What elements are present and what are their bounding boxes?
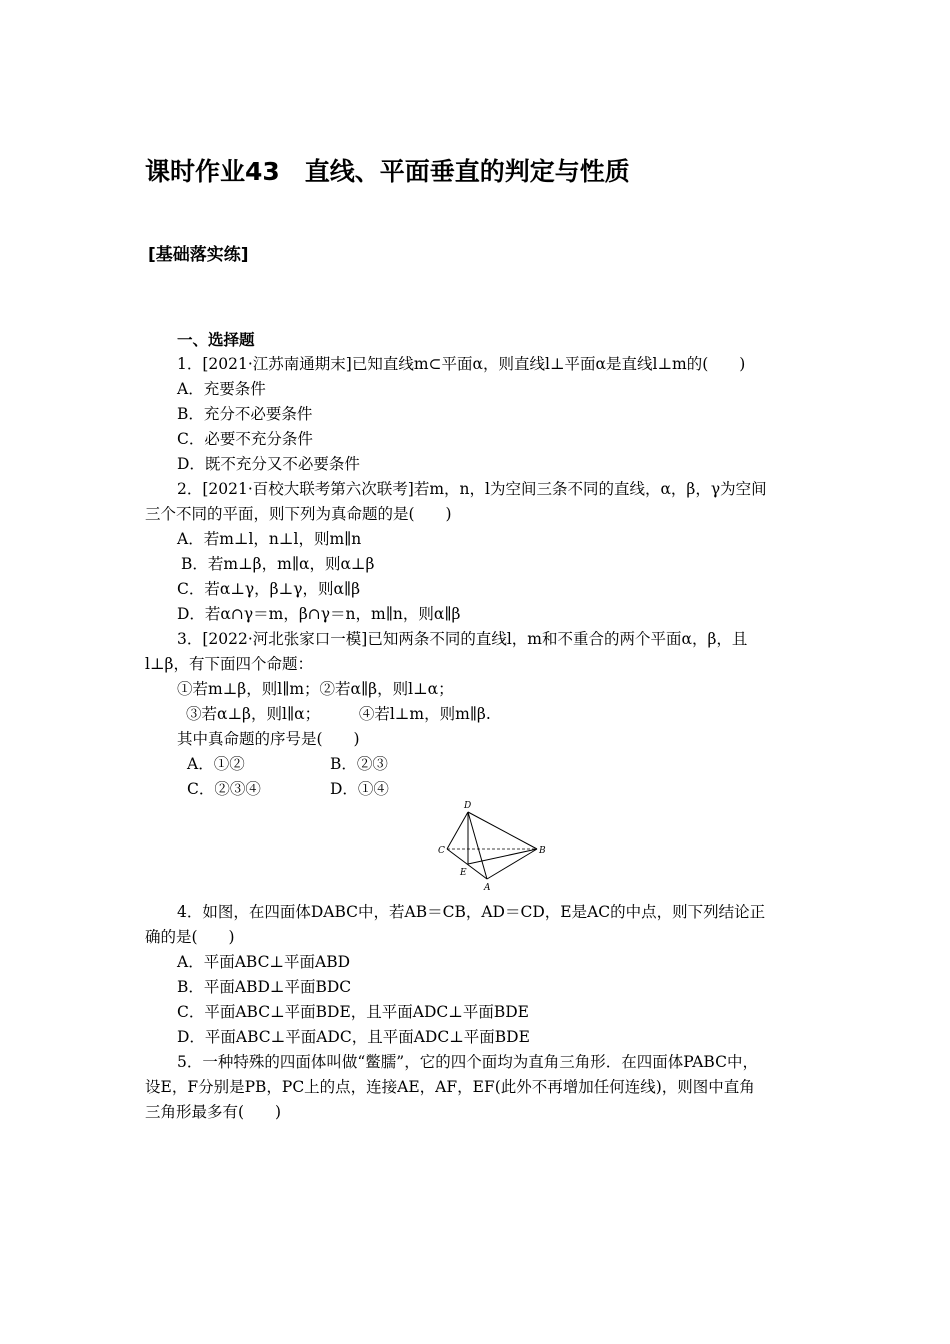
label-a: A <box>484 883 491 893</box>
edge-ca <box>447 849 487 879</box>
q3-stem-line2: l⊥β，有下面四个命题： <box>145 655 313 673</box>
q3-option-a: A．①② <box>187 755 245 773</box>
q4-stem-line2: 确的是( ) <box>145 928 235 946</box>
edge-eb <box>468 849 537 864</box>
q2-option-b: B．若m⊥β，m∥α，则α⊥β <box>181 555 375 573</box>
q2-option-a: A．若m⊥l，n⊥l，则m∥n <box>177 530 362 548</box>
q4-option-a: A．平面ABC⊥平面ABD <box>177 953 351 971</box>
q3-prop-line2: ③若α⊥β，则l∥α； ④若l⊥m，则m∥β. <box>186 705 491 723</box>
q3-ask: 其中真命题的序号是( ) <box>177 730 360 748</box>
label-d: D <box>464 801 472 811</box>
q5-line2: 设E，F分别是PB，PC上的点，连接AE，AF，EF(此外不再增加任何连线)，则图中直角 <box>145 1078 755 1096</box>
label-e: E <box>460 868 467 878</box>
q3-option-c: C．②③④ <box>187 780 261 798</box>
q5-line1: 5．一种特殊的四面体叫做“鳖臑”，它的四个面均为直角三角形．在四面体PABC中， <box>177 1053 758 1071</box>
edge-da <box>468 812 487 879</box>
q2-stem-line1: 2．[2021·百校大联考第六次联考]若m，n，l为空间三条不同的直线，α，β，γ为空间 <box>177 480 767 498</box>
q1-option-d: D．既不充分又不必要条件 <box>177 455 360 473</box>
label-b: B <box>539 846 546 856</box>
part-heading: 一、选择题 <box>177 331 255 349</box>
q4-option-b: B．平面ABD⊥平面BDC <box>177 978 352 996</box>
edge-db <box>468 812 537 849</box>
label-c: C <box>438 846 445 856</box>
page-title: 课时作业43 直线、平面垂直的判定与性质 <box>145 157 630 186</box>
q2-option-c: C．若α⊥γ，β⊥γ，则α∥β <box>177 580 361 598</box>
section-tag: [基础落实练] <box>148 245 249 265</box>
q3-prop-line1: ①若m⊥β，则l∥m；②若α∥β，则l⊥α； <box>177 680 454 698</box>
q3-stem-line1: 3．[2022·河北张家口一模]已知两条不同的直线l，m和不重合的两个平面α，β，且 <box>177 630 748 648</box>
q1-stem: 1．[2021·江苏南通期末]已知直线m⊂平面α，则直线l⊥平面α是直线l⊥m的( ) <box>177 355 746 373</box>
q1-option-c: C．必要不充分条件 <box>177 430 313 448</box>
q3-option-b: B．②③ <box>330 755 388 773</box>
q4-stem-line1: 4．如图，在四面体DABC中，若AB＝CB，AD＝CD，E是AC的中点，则下列结论正 <box>177 903 766 921</box>
edge-ab <box>487 849 537 879</box>
q2-stem-line2: 三个不同的平面，则下列为真命题的是( ) <box>145 505 452 523</box>
q5-line3: 三角形最多有( ) <box>145 1103 282 1121</box>
tetrahedron-figure <box>430 798 555 894</box>
q1-option-b: B．充分不必要条件 <box>177 405 313 423</box>
q3-option-d: D．①④ <box>330 780 389 798</box>
edge-dc <box>447 812 468 849</box>
q2-option-d: D．若α∩γ＝m，β∩γ＝n，m∥n，则α∥β <box>177 605 461 623</box>
q4-option-c: C．平面ABC⊥平面BDE，且平面ADC⊥平面BDE <box>177 1003 529 1021</box>
q1-option-a: A．充要条件 <box>177 380 266 398</box>
q4-option-d: D．平面ABC⊥平面ADC，且平面ADC⊥平面BDE <box>177 1028 530 1046</box>
